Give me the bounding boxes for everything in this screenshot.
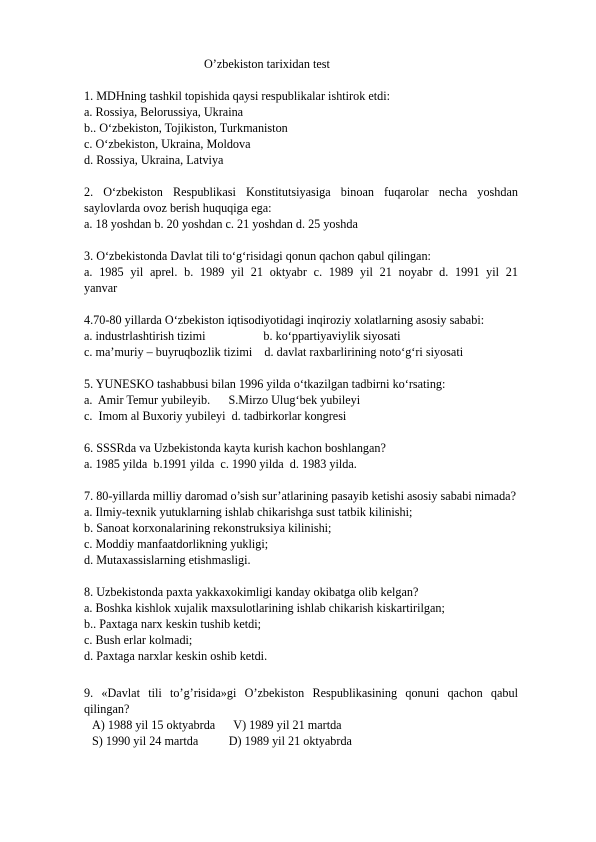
question-2	[84, 184, 518, 232]
question-text: 4.70-80 yillarda O‘zbekiston iqtisodiyotidagi inqiroziy xolatlarning asosiy sababi:	[84, 313, 485, 327]
answer-option: b. Sanoat korxonalarining rekonstruksiya kilinishi;	[84, 521, 332, 535]
answer-option: a. 18 yoshdan b. 20 yoshdan c. 21 yoshdan d. 25 yoshda	[84, 217, 358, 231]
question-8	[84, 584, 518, 664]
answer-option: c. Moddiy manfaatdorlikning yukligi;	[84, 537, 269, 551]
answer-option: c. O‘zbekiston, Ukraina, Moldova	[84, 137, 251, 151]
question-7	[84, 488, 518, 568]
question-9	[84, 685, 518, 749]
question-text: 2. O‘zbekiston Respublikasi Konstitutsiyasiga binoan fuqarolar necha yoshdan saylovlarda ovoz berish huquqiga ega:	[84, 185, 518, 215]
page-title: O’zbekiston tarixidan test	[204, 57, 330, 71]
answer-option: a. Ilmiy-texnik yutuklarning ishlab chikarishga sust tatbik kilinishi;	[84, 505, 413, 519]
question-1	[84, 88, 518, 168]
answer-option: c. Imom al Buxoriy yubileyi d. tadbirkorlar kongresi	[84, 409, 347, 423]
answer-option: b.. O‘zbekiston, Tojikiston, Turkmaniston	[84, 121, 288, 135]
answer-option: a. industrlashtirish tizimi b. ko‘ppartiyaviylik siyosati	[84, 329, 401, 343]
question-text: 1. MDHning tashkil topishida qaysi respublikalar ishtirok etdi:	[84, 89, 391, 103]
answer-option: a. 1985 yilda b.1991 yilda c. 1990 yilda d. 1983 yilda.	[84, 457, 357, 471]
question-text: 9. «Davlat tili to’g’risida»gi O’zbekiston Respublikasining qonuni qachon qabul qilingan?	[84, 686, 518, 716]
answer-option: b.. Paxtaga narx keskin tushib ketdi;	[84, 617, 262, 631]
answer-option: S) 1990 yil 24 martda D) 1989 yil 21 oktyabrda	[92, 734, 352, 748]
question-text: 3. O‘zbekistonda Davlat tili to‘g‘risidagi qonun qachon qabul qilingan:	[84, 249, 431, 263]
question-text: 7. 80-yillarda milliy daromad o’sish sur’atlarining pasayib ketishi asosiy sababi nimada?	[84, 489, 517, 503]
question-text: 6. SSSRda va Uzbekistonda kayta kurish kachon boshlangan?	[84, 441, 386, 455]
answer-option: A) 1988 yil 15 oktyabrda V) 1989 yil 21 martda	[92, 718, 342, 732]
answer-option: a. Boshka kishlok xujalik maxsulotlarining ishlab chikarish kiskartirilgan;	[84, 601, 445, 615]
answer-option: a. Amir Temur yubileyib. S.Mirzo Ulug‘bek yubileyi	[84, 393, 361, 407]
question-6	[84, 440, 518, 472]
answer-options-line: a. 1985 yil aprel. b. 1989 yil 21 oktyabr c. 1989 yil 21 noyabr d. 1991 yil 21	[84, 265, 518, 279]
answer-option: c. Bush erlar kolmadi;	[84, 633, 193, 647]
answer-option: d. Mutaxassislarning etishmasligi.	[84, 553, 251, 567]
question-3	[84, 248, 518, 296]
answer-options-line: yanvar	[84, 281, 118, 295]
answer-option: a. Rossiya, Belorussiya, Ukraina	[84, 105, 244, 119]
answer-option: d. Rossiya, Ukraina, Latviya	[84, 153, 224, 167]
question-4	[84, 312, 518, 360]
answer-option: d. Paxtaga narxlar keskin oshib ketdi.	[84, 649, 268, 663]
question-text: 8. Uzbekistonda paxta yakkaxokimligi kanday okibatga olib kelgan?	[84, 585, 419, 599]
question-text: 5. YUNESKO tashabbusi bilan 1996 yilda o‘tkazilgan tadbirni ko‘rsating:	[84, 377, 446, 391]
answer-option: c. ma’muriy – buyruqbozlik tizimi d. davlat raxbarlirining noto‘g‘ri siyosati	[84, 345, 464, 359]
question-5	[84, 376, 518, 424]
